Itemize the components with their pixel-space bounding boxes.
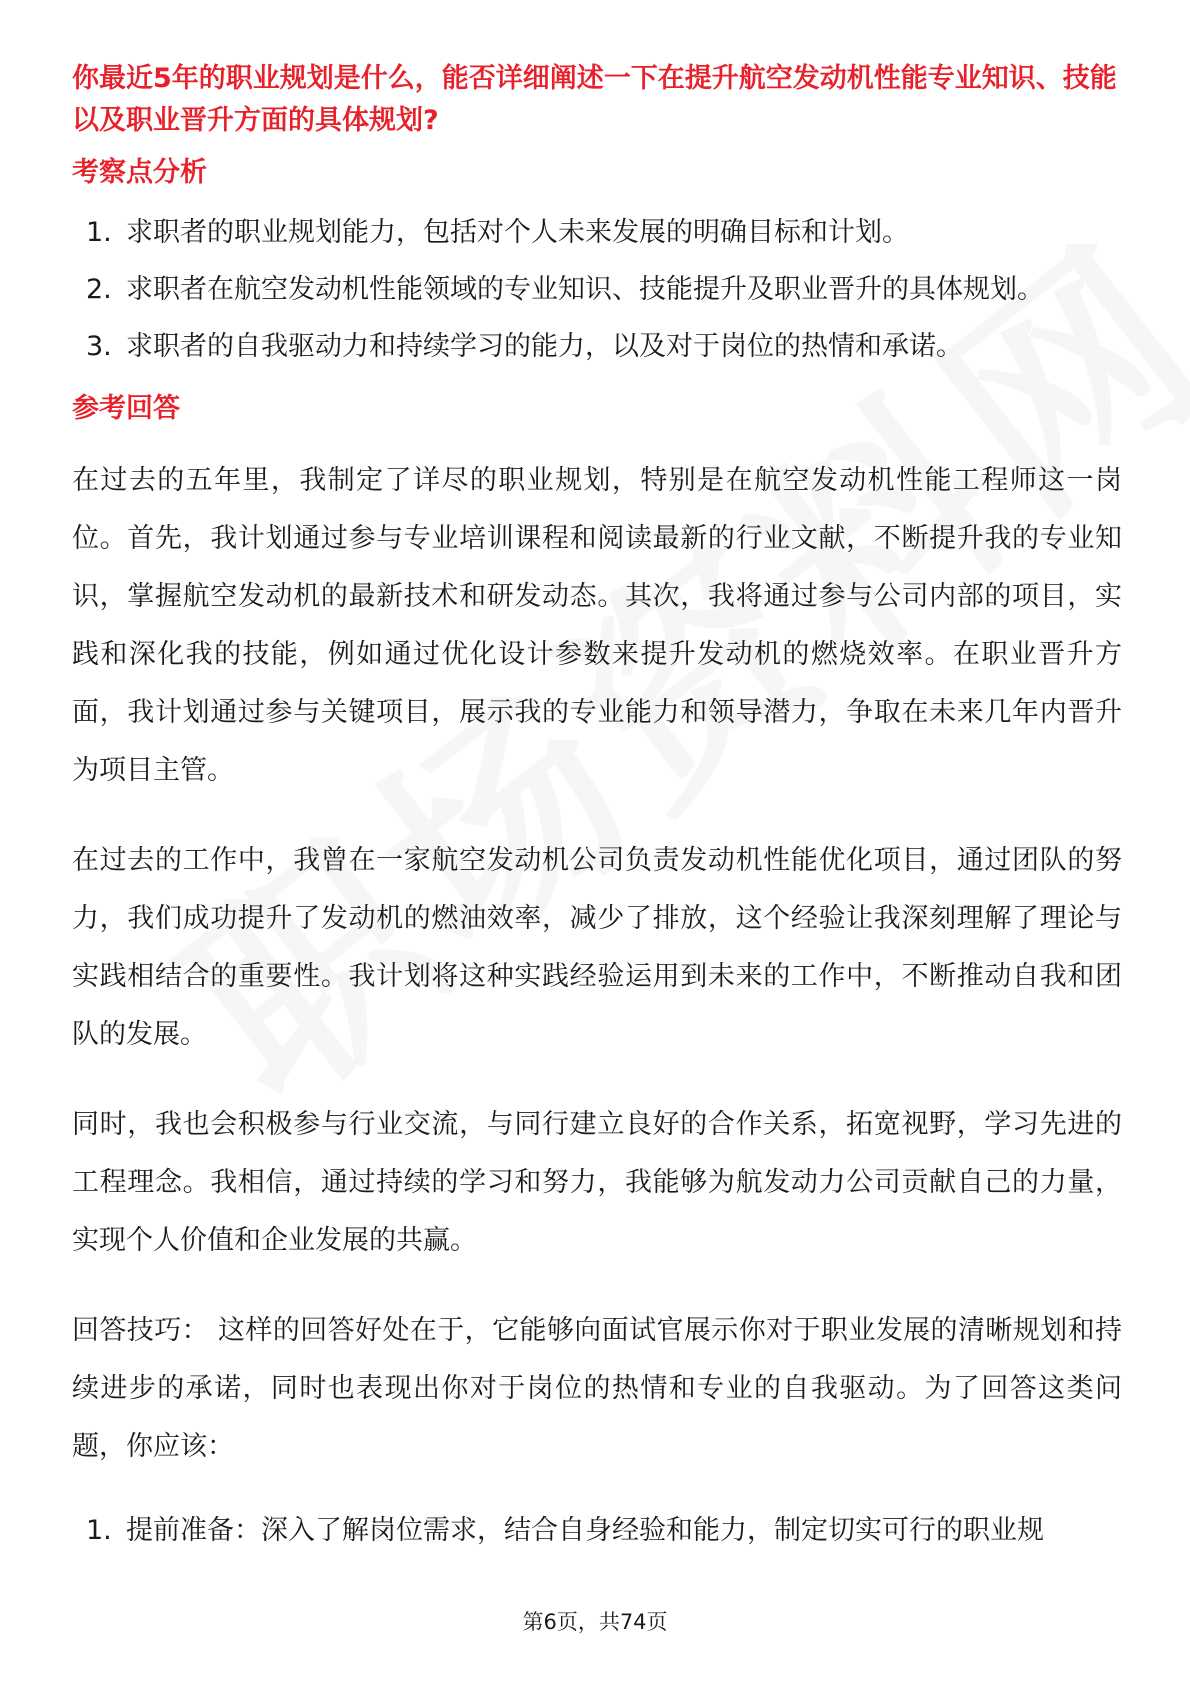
page-content (72, 58, 1122, 1552)
list-item (72, 1510, 1122, 1552)
answer-paragraph: 同时，我也会积极参与行业交流，与同行建立良好的合作关系，拓宽视野，学习先进的工程理念。我相信，通过持续的学习和努力，我能够为航发动力公司贡献自己的力量，实现个人价值和企业发展的共赢。 (72, 1109, 1122, 1256)
analysis-title: 考察点分析 (72, 157, 207, 188)
list-item (72, 269, 1122, 311)
list-item-number: 1. (86, 1515, 112, 1546)
list-item-number: 1. (86, 217, 112, 248)
list-item (72, 212, 1122, 254)
list-item (72, 326, 1122, 368)
answer-paragraph: 在过去的五年里，我制定了详尽的职业规划，特别是在航空发动机性能工程师这一岗位。首先，我计划通过参与专业培训课程和阅读最新的行业文献，不断提升我的专业知识，掌握航空发动机的最新技术和研发动态。其次，我将通过参与公司内部的项目，实践和深化我的技能，例如通过优化设计参数来提升发动机的燃烧效率。在职业晋升方面，我计划通过参与关键项目，展示我的专业能力和领导潜力，争取在未来几年内晋升为项目主管。 (72, 465, 1122, 786)
list-item-number: 2. (86, 274, 112, 305)
page-footer: 第6页，共74页 (522, 1610, 668, 1634)
list-item-text: 求职者在航空发动机性能领域的专业知识、技能提升及职业晋升的具体规划。 (126, 274, 1044, 305)
answer-title: 参考回答 (72, 393, 180, 424)
answer-paragraph: 在过去的工作中，我曾在一家航空发动机公司负责发动机性能优化项目，通过团队的努力，我们成功提升了发动机的燃油效率，减少了排放，这个经验让我深刻理解了理论与实践相结合的重要性。我计划将这种实践经验运用到未来的工作中，不断推动自我和团队的发展。 (72, 845, 1122, 1050)
question-heading: 你最近5年的职业规划是什么，能否详细阐述一下在提升航空发动机性能专业知识、技能以及职业晋升方面的具体规划? (72, 63, 1117, 136)
tips-list (72, 1510, 1122, 1552)
list-item-number: 3. (86, 331, 112, 362)
tips-paragraph: 回答技巧： 这样的回答好处在于，它能够向面试官展示你对于职业发展的清晰规划和持续进步的承诺，同时也表现出你对于岗位的热情和专业的自我驱动。为了回答这类问题，你应该： (72, 1315, 1122, 1462)
list-item-text: 提前准备：深入了解岗位需求，结合自身经验和能力，制定切实可行的职业规 (126, 1515, 1044, 1546)
analysis-list (72, 212, 1122, 368)
list-item-text: 求职者的自我驱动力和持续学习的能力，以及对于岗位的热情和承诺。 (126, 331, 963, 362)
list-item-text: 求职者的职业规划能力，包括对个人未来发展的明确目标和计划。 (126, 217, 909, 248)
